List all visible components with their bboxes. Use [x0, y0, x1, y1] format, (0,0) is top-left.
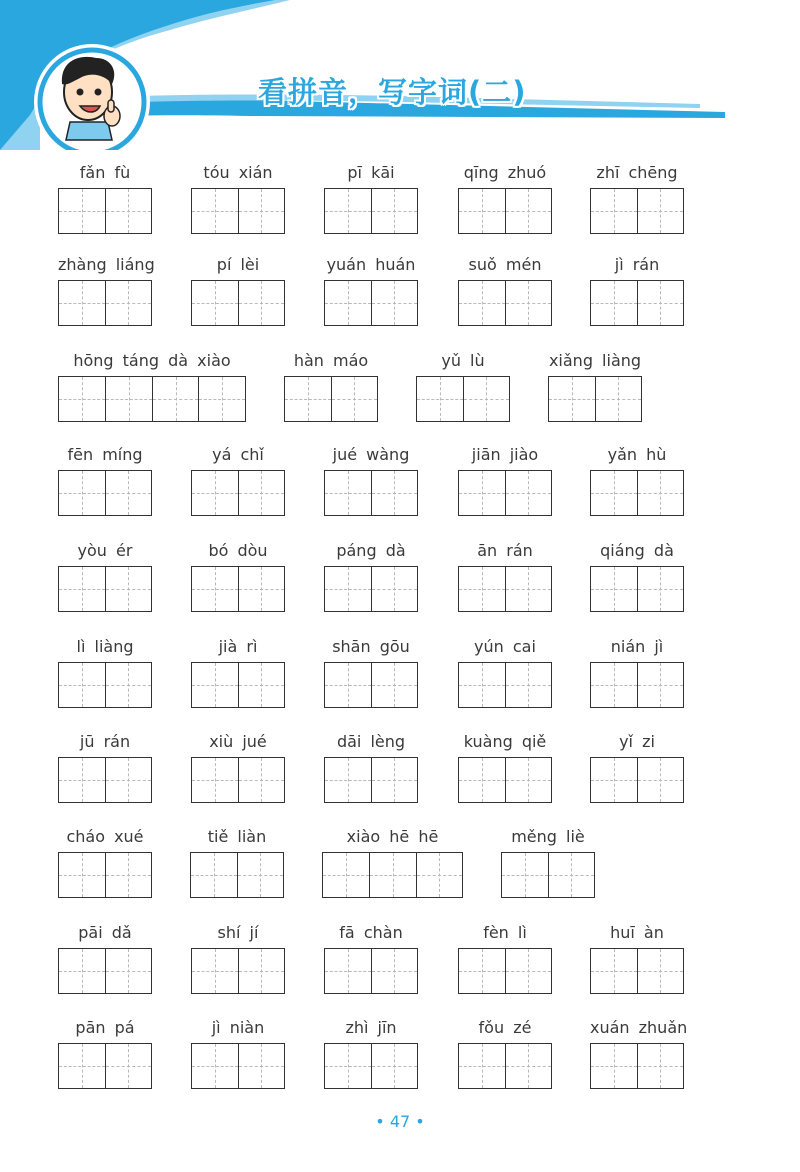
word-item [416, 348, 510, 424]
pinyin-label: jì rán [614, 255, 660, 274]
pinyin-label: pí lèi [216, 255, 260, 274]
pinyin-label: dāi lèng [336, 732, 406, 751]
writing-cell[interactable] [637, 663, 683, 707]
word-item [458, 920, 552, 996]
writing-cell[interactable] [59, 281, 105, 325]
writing-cell[interactable] [417, 377, 463, 421]
writing-box-group [191, 757, 285, 803]
pinyin-label: hàn máo [293, 351, 369, 370]
writing-cell[interactable] [325, 663, 371, 707]
writing-cell[interactable] [331, 377, 377, 421]
word-item [590, 442, 684, 518]
word-item [458, 252, 552, 328]
writing-box-group [590, 757, 684, 803]
word-item [590, 160, 684, 236]
writing-cell[interactable] [505, 471, 551, 515]
word-item [58, 729, 152, 805]
writing-cell[interactable] [192, 567, 238, 611]
writing-cell[interactable] [505, 567, 551, 611]
word-item [590, 252, 684, 328]
writing-cell[interactable] [371, 1044, 417, 1088]
pinyin-label: páng dà [336, 541, 406, 560]
word-item [324, 442, 418, 518]
pinyin-label: xiù jué [209, 732, 267, 751]
writing-cell[interactable] [238, 1044, 284, 1088]
writing-cell[interactable] [285, 377, 331, 421]
writing-cell[interactable] [549, 377, 595, 421]
word-item [58, 824, 152, 900]
writing-cell[interactable] [591, 189, 637, 233]
writing-cell[interactable] [637, 189, 683, 233]
pinyin-label: zhì jīn [345, 1018, 397, 1037]
writing-box-group [58, 948, 152, 994]
writing-box-group [590, 1043, 684, 1089]
page-number: • 47 • [375, 1112, 425, 1131]
word-item [458, 538, 552, 614]
word-item [58, 538, 152, 614]
word-item [58, 1015, 152, 1091]
word-item [191, 729, 285, 805]
writing-box-group [590, 662, 684, 708]
pinyin-label: fèn lì [483, 923, 527, 942]
writing-cell[interactable] [325, 949, 371, 993]
pinyin-label: měng liè [511, 827, 585, 846]
writing-cell[interactable] [192, 1044, 238, 1088]
writing-box-group [58, 280, 152, 326]
writing-cell[interactable] [59, 1044, 105, 1088]
word-item [58, 252, 155, 328]
writing-cell[interactable] [105, 281, 151, 325]
writing-cell[interactable] [416, 853, 462, 897]
writing-cell[interactable] [152, 377, 199, 421]
writing-cell[interactable] [192, 281, 238, 325]
word-item [58, 160, 152, 236]
writing-box-group [458, 566, 552, 612]
writing-cell[interactable] [591, 1044, 637, 1088]
writing-cell[interactable] [325, 189, 371, 233]
writing-box-group [458, 280, 552, 326]
writing-cell[interactable] [502, 853, 548, 897]
pinyin-label: lì liàng [76, 637, 134, 656]
page-title: 看拼音，写字词(二) [258, 75, 527, 109]
writing-cell[interactable] [459, 663, 505, 707]
writing-box-group [191, 1043, 285, 1089]
pinyin-label: shí jí [217, 923, 259, 942]
writing-box-group [590, 948, 684, 994]
writing-cell[interactable] [105, 1044, 151, 1088]
writing-cell[interactable] [591, 281, 637, 325]
writing-cell[interactable] [548, 853, 594, 897]
pinyin-label: yún cai [474, 637, 536, 656]
word-item [458, 634, 552, 710]
word-item [590, 1015, 688, 1091]
pinyin-label: jì niàn [211, 1018, 265, 1037]
pinyin-label: jué wàng [332, 445, 410, 464]
pinyin-label: fǒu zé [478, 1018, 532, 1037]
writing-cell[interactable] [505, 758, 551, 802]
word-item [590, 729, 684, 805]
pinyin-label: kuàng qiě [463, 732, 547, 751]
writing-box-group [191, 566, 285, 612]
word-item [191, 920, 285, 996]
writing-box-group [58, 1043, 152, 1089]
writing-box-group [191, 470, 285, 516]
pinyin-label: xiǎng liàng [548, 351, 642, 370]
pinyin-label: pān pá [75, 1018, 135, 1037]
pinyin-label: zhī chēng [596, 163, 678, 182]
writing-cell[interactable] [463, 377, 509, 421]
writing-cell[interactable] [198, 377, 245, 421]
writing-cell[interactable] [59, 853, 105, 897]
writing-box-group [590, 188, 684, 234]
writing-cell[interactable] [59, 663, 105, 707]
word-item [590, 920, 684, 996]
writing-cell[interactable] [459, 281, 505, 325]
writing-cell[interactable] [459, 758, 505, 802]
writing-cell[interactable] [371, 281, 417, 325]
writing-box-group [324, 470, 418, 516]
writing-cell[interactable] [637, 1044, 683, 1088]
writing-box-group [324, 188, 418, 234]
writing-cell[interactable] [591, 567, 637, 611]
word-item [324, 920, 418, 996]
pinyin-label: ān rán [477, 541, 533, 560]
writing-box-group [58, 470, 152, 516]
writing-box-group [590, 566, 684, 612]
writing-cell[interactable] [325, 281, 371, 325]
writing-cell[interactable] [371, 567, 417, 611]
pinyin-label: tóu xián [203, 163, 273, 182]
writing-cell[interactable] [192, 189, 238, 233]
writing-cell[interactable] [591, 663, 637, 707]
word-item [324, 160, 418, 236]
writing-cell[interactable] [238, 281, 284, 325]
word-item [458, 729, 552, 805]
writing-box-group [58, 566, 152, 612]
writing-cell[interactable] [505, 949, 551, 993]
writing-box-group [458, 757, 552, 803]
word-item [191, 538, 285, 614]
pinyin-label: tiě liàn [207, 827, 267, 846]
writing-cell[interactable] [637, 949, 683, 993]
writing-box-group [548, 376, 642, 422]
writing-box-group [58, 662, 152, 708]
word-item [58, 348, 246, 424]
writing-cell[interactable] [459, 949, 505, 993]
writing-cell[interactable] [105, 471, 151, 515]
writing-cell[interactable] [192, 758, 238, 802]
writing-box-group [58, 188, 152, 234]
writing-cell[interactable] [238, 567, 284, 611]
writing-cell[interactable] [637, 471, 683, 515]
pinyin-label: yǐ zi [619, 732, 655, 751]
word-item [590, 538, 684, 614]
writing-cell[interactable] [459, 567, 505, 611]
word-item [58, 920, 152, 996]
writing-box-group [58, 757, 152, 803]
writing-box-group [191, 948, 285, 994]
pinyin-label: yǎn hù [607, 445, 667, 464]
word-item [322, 824, 463, 900]
pinyin-label: fā chàn [339, 923, 403, 942]
writing-box-group [458, 188, 552, 234]
writing-cell[interactable] [105, 377, 152, 421]
writing-cell[interactable] [325, 471, 371, 515]
word-item [191, 160, 285, 236]
writing-cell[interactable] [371, 758, 417, 802]
writing-cell[interactable] [459, 189, 505, 233]
writing-cell[interactable] [59, 377, 105, 421]
word-item [190, 824, 284, 900]
writing-cell[interactable] [105, 949, 151, 993]
writing-box-group [458, 662, 552, 708]
word-item [58, 442, 152, 518]
writing-box-group [324, 566, 418, 612]
writing-cell[interactable] [192, 471, 238, 515]
pinyin-label: qiáng dà [600, 541, 674, 560]
writing-cell[interactable] [325, 758, 371, 802]
writing-box-group [191, 280, 285, 326]
writing-cell[interactable] [505, 189, 551, 233]
writing-cell[interactable] [238, 663, 284, 707]
word-item [191, 634, 285, 710]
writing-cell[interactable] [371, 663, 417, 707]
word-item [324, 729, 418, 805]
pinyin-label: pī kāi [347, 163, 395, 182]
writing-box-group [324, 757, 418, 803]
writing-cell[interactable] [105, 853, 151, 897]
writing-box-group [590, 280, 684, 326]
pinyin-label: cháo xué [66, 827, 144, 846]
writing-cell[interactable] [238, 949, 284, 993]
writing-cell[interactable] [371, 471, 417, 515]
word-item [324, 1015, 418, 1091]
word-item [458, 1015, 552, 1091]
pinyin-label: qīng zhuó [463, 163, 547, 182]
writing-cell[interactable] [105, 189, 151, 233]
writing-box-group [458, 470, 552, 516]
pinyin-label: hōng táng dà xiào [73, 351, 231, 370]
writing-box-group [458, 948, 552, 994]
writing-cell[interactable] [371, 949, 417, 993]
writing-cell[interactable] [59, 471, 105, 515]
writing-box-group [191, 662, 285, 708]
word-item [191, 252, 285, 328]
writing-box-group [58, 376, 246, 422]
pinyin-label: jiān jiào [471, 445, 539, 464]
writing-cell[interactable] [637, 281, 683, 325]
writing-cell[interactable] [505, 281, 551, 325]
writing-box-group [324, 948, 418, 994]
writing-box-group [324, 280, 418, 326]
writing-cell[interactable] [191, 853, 237, 897]
writing-cell[interactable] [192, 949, 238, 993]
writing-cell[interactable] [505, 1044, 551, 1088]
writing-cell[interactable] [192, 663, 238, 707]
pinyin-label: jū rán [79, 732, 131, 751]
writing-box-group [284, 376, 378, 422]
pinyin-label: jià rì [218, 637, 258, 656]
pinyin-label: fǎn fù [79, 163, 131, 182]
word-item [58, 634, 152, 710]
pinyin-label: yòu ér [77, 541, 133, 560]
writing-cell[interactable] [59, 758, 105, 802]
writing-cell[interactable] [59, 567, 105, 611]
writing-cell[interactable] [591, 758, 637, 802]
pinyin-label: yá chǐ [212, 445, 264, 464]
word-item [191, 1015, 285, 1091]
writing-cell[interactable] [238, 758, 284, 802]
writing-cell[interactable] [325, 567, 371, 611]
word-item [324, 538, 418, 614]
writing-box-group [191, 188, 285, 234]
writing-box-group [324, 1043, 418, 1089]
writing-box-group [322, 852, 463, 898]
writing-cell[interactable] [591, 471, 637, 515]
writing-cell[interactable] [323, 853, 369, 897]
word-item [590, 634, 684, 710]
writing-box-group [58, 852, 152, 898]
writing-cell[interactable] [238, 471, 284, 515]
pinyin-label: suǒ mén [468, 255, 542, 274]
writing-cell[interactable] [591, 949, 637, 993]
writing-cell[interactable] [105, 758, 151, 802]
writing-cell[interactable] [459, 1044, 505, 1088]
pinyin-label: fēn míng [67, 445, 143, 464]
word-item [501, 824, 595, 900]
writing-cell[interactable] [459, 471, 505, 515]
pinyin-label: nián jì [610, 637, 664, 656]
word-item [458, 160, 552, 236]
word-item [191, 442, 285, 518]
writing-box-group [590, 470, 684, 516]
writing-cell[interactable] [105, 663, 151, 707]
writing-box-group [416, 376, 510, 422]
word-item [548, 348, 642, 424]
pinyin-label: bó dòu [208, 541, 268, 560]
word-item [324, 634, 418, 710]
writing-box-group [190, 852, 284, 898]
pinyin-label: shān gōu [332, 637, 410, 656]
writing-box-group [501, 852, 595, 898]
word-item [324, 252, 418, 328]
writing-cell[interactable] [105, 567, 151, 611]
pinyin-label: xiào hē hē [346, 827, 439, 846]
pinyin-label: zhàng liáng [58, 255, 155, 274]
writing-cell[interactable] [59, 189, 105, 233]
writing-cell[interactable] [59, 949, 105, 993]
writing-cell[interactable] [371, 189, 417, 233]
writing-cell[interactable] [369, 853, 415, 897]
writing-cell[interactable] [505, 663, 551, 707]
pinyin-label: pāi dǎ [78, 923, 132, 942]
pinyin-label: yǔ lù [441, 351, 485, 370]
pinyin-label: xuán zhuǎn [590, 1018, 688, 1037]
pinyin-label: huī àn [610, 923, 664, 942]
writing-box-group [324, 662, 418, 708]
writing-cell[interactable] [325, 1044, 371, 1088]
writing-box-group [458, 1043, 552, 1089]
pinyin-label: yuán huán [326, 255, 416, 274]
word-item [458, 442, 552, 518]
writing-cell[interactable] [237, 853, 283, 897]
writing-cell[interactable] [637, 758, 683, 802]
writing-cell[interactable] [238, 189, 284, 233]
writing-cell[interactable] [637, 567, 683, 611]
writing-cell[interactable] [595, 377, 641, 421]
word-item [284, 348, 378, 424]
